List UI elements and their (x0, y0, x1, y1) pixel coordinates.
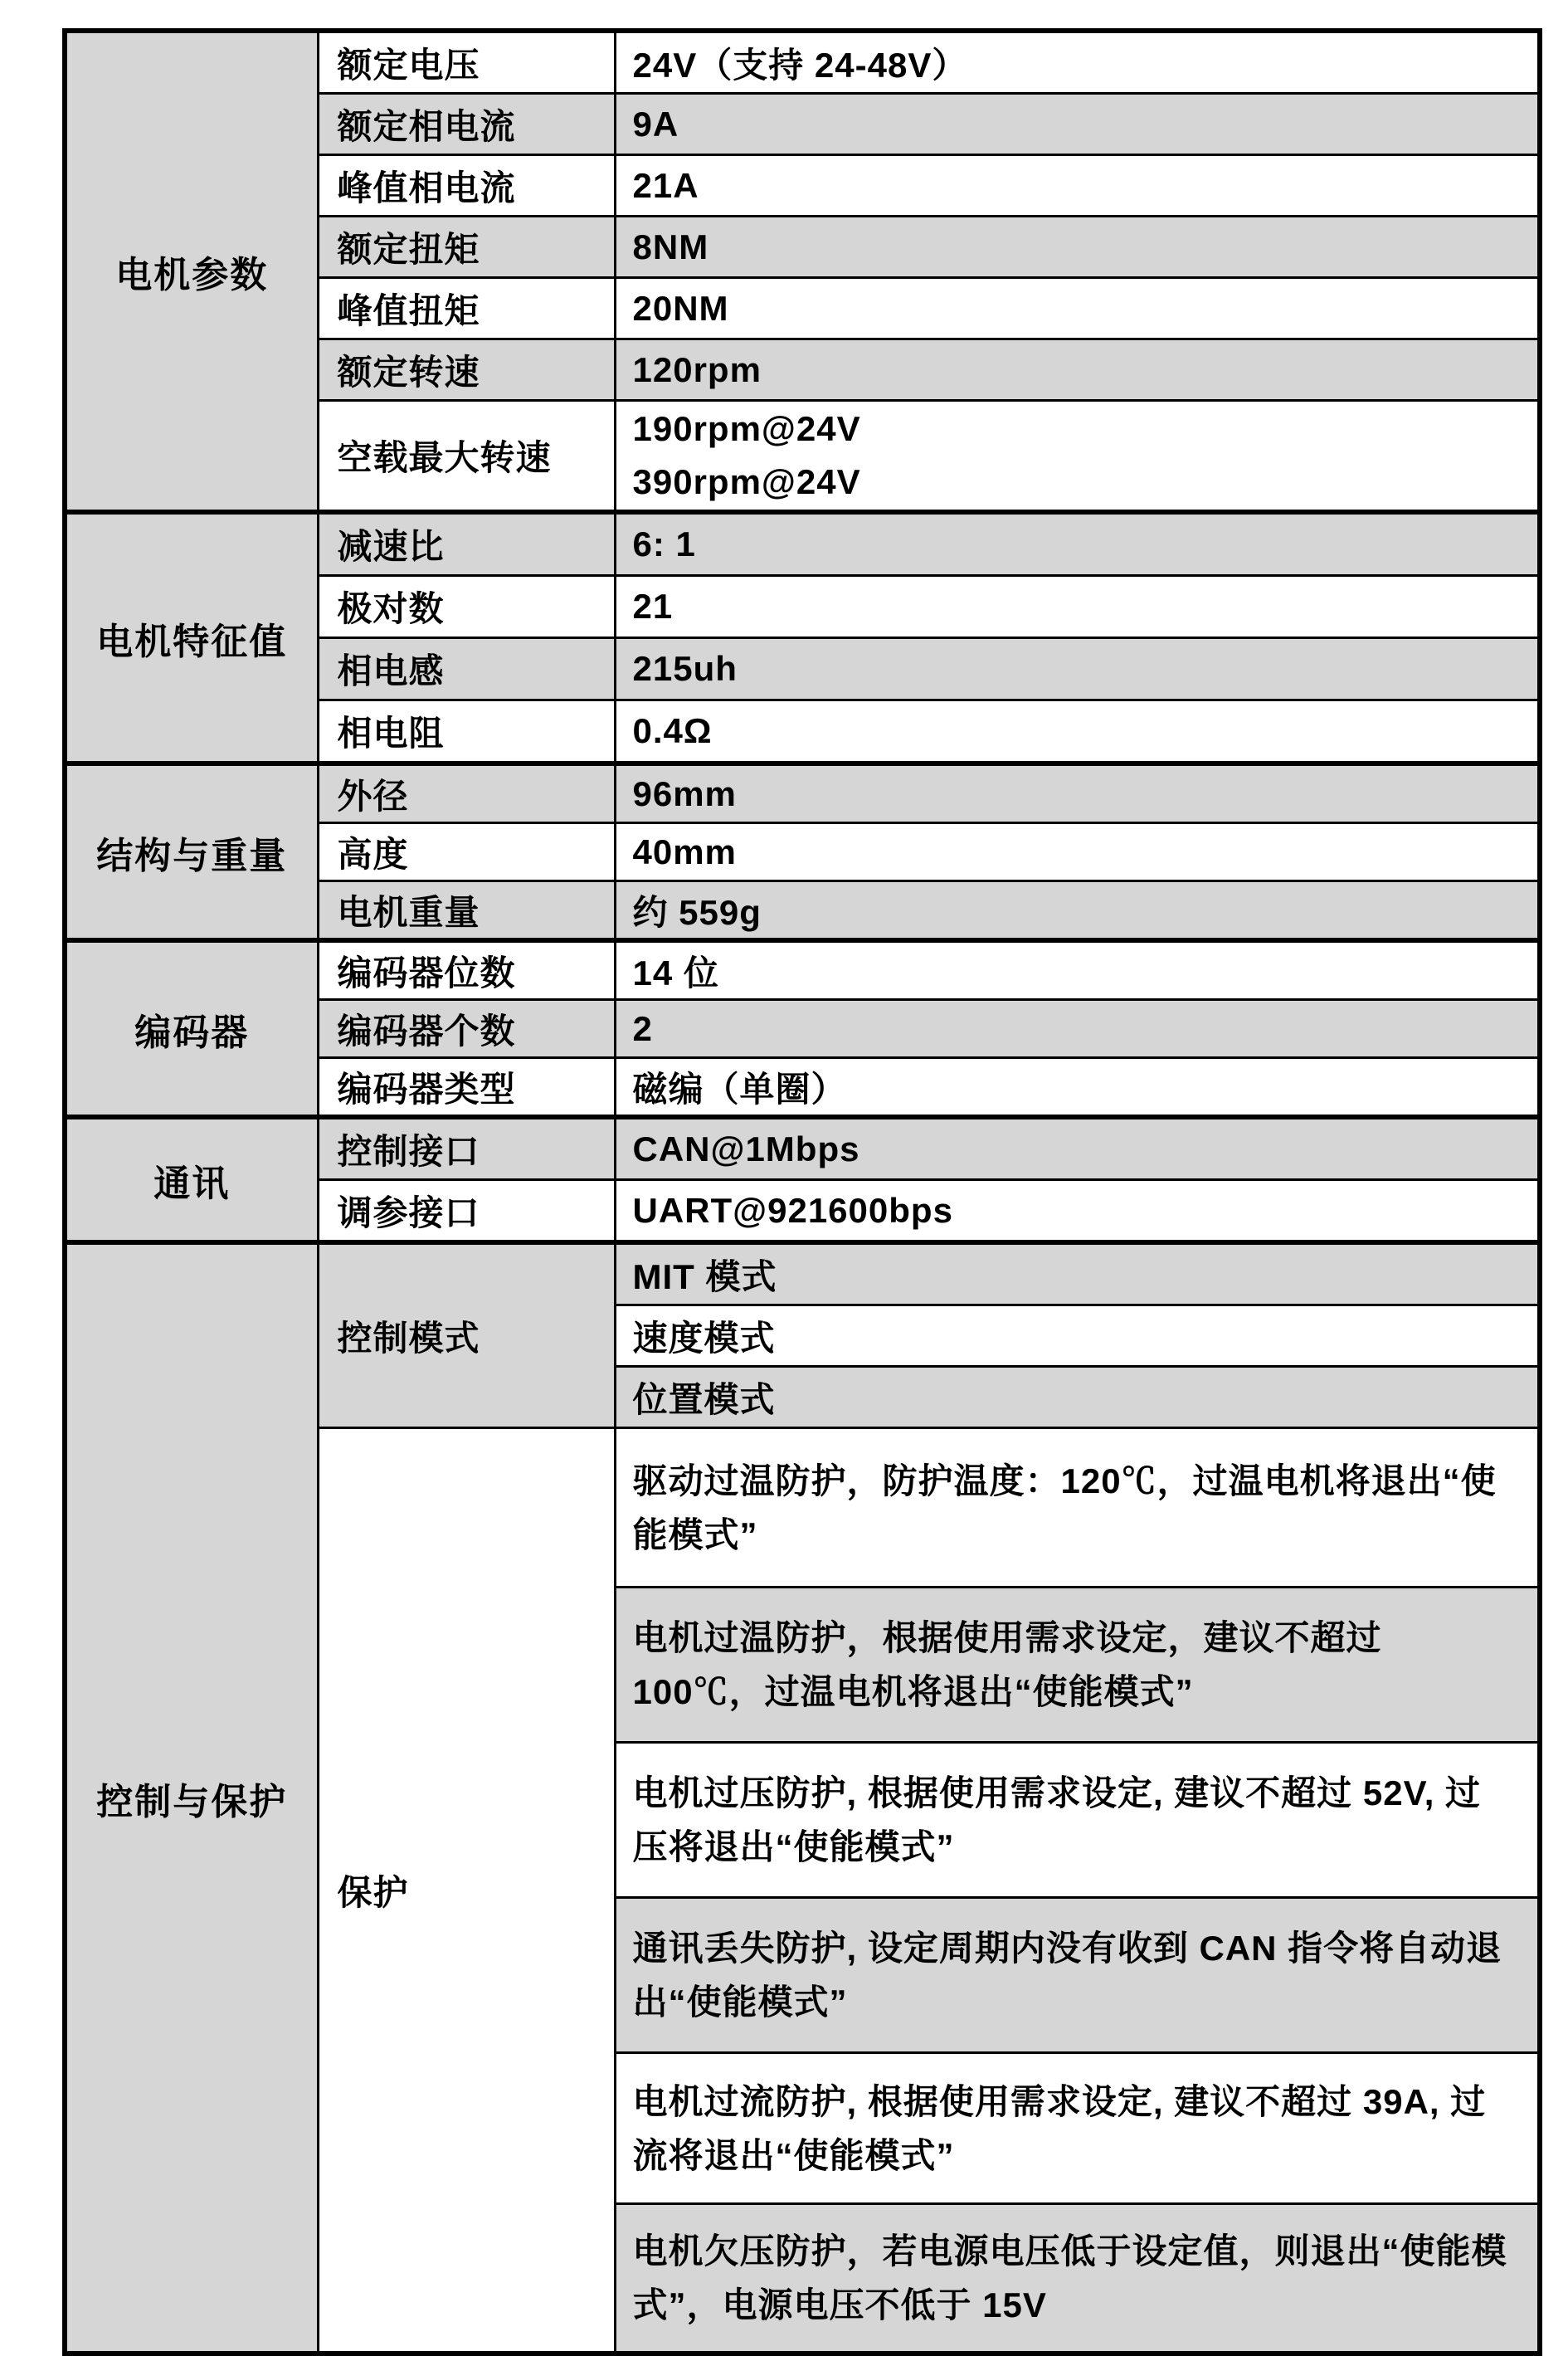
value-peak-phase-current: 21A (615, 155, 1540, 217)
param-control-interface: 控制接口 (318, 1117, 615, 1180)
param-no-load-max-speed: 空载最大转速 (318, 401, 615, 513)
value-motor-undervoltage-protection: 电机欠压防护，若电源电压低于设定值，则退出“使能模式”，电源电压不低于 15V (615, 2204, 1540, 2354)
value-mit-mode: MIT 模式 (615, 1242, 1540, 1305)
value-pole-pairs: 21 (615, 576, 1540, 638)
param-reduction-ratio: 减速比 (318, 512, 615, 576)
value-rated-speed: 120rpm (615, 339, 1540, 401)
value-motor-weight: 约 559g (615, 881, 1540, 941)
value-encoder-bits: 14 位 (615, 940, 1540, 1000)
category-motor-characteristics: 电机特征值 (65, 512, 318, 763)
param-control-mode: 控制模式 (318, 1242, 615, 1428)
motor-spec-table (62, 28, 1542, 2356)
param-phase-inductance: 相电感 (318, 638, 615, 700)
category-communication: 通讯 (65, 1117, 318, 1242)
value-tuning-interface: UART@921600bps (615, 1180, 1540, 1243)
value-encoder-type: 磁编（单圈） (615, 1058, 1540, 1118)
param-outer-diameter: 外径 (318, 763, 615, 823)
param-peak-phase-current: 峰值相电流 (318, 155, 615, 217)
param-encoder-type: 编码器类型 (318, 1058, 615, 1118)
category-motor-params: 电机参数 (65, 31, 318, 512)
value-motor-overcurrent-protection: 电机过流防护, 根据使用需求设定, 建议不超过 39A, 过流将退出“使能模式” (615, 2053, 1540, 2204)
value-motor-overtemp-protection: 电机过温防护，根据使用需求设定，建议不超过 100℃，过温电机将退出“使能模式” (615, 1588, 1540, 1743)
param-encoder-count: 编码器个数 (318, 1000, 615, 1058)
param-motor-weight: 电机重量 (318, 881, 615, 941)
category-encoder: 编码器 (65, 940, 318, 1117)
param-encoder-bits: 编码器位数 (318, 940, 615, 1000)
category-control-protection: 控制与保护 (65, 1242, 318, 2354)
param-tuning-interface: 调参接口 (318, 1180, 615, 1243)
value-no-load-max-speed (615, 401, 1540, 513)
value-rated-phase-current: 9A (615, 94, 1540, 155)
value-rated-torque: 8NM (615, 217, 1540, 278)
value-comm-loss-protection: 通讯丢失防护, 设定周期内没有收到 CAN 指令将自动退出“使能模式” (615, 1898, 1540, 2053)
value-height: 40mm (615, 823, 1540, 881)
param-rated-speed: 额定转速 (318, 339, 615, 401)
param-peak-torque: 峰值扭矩 (318, 278, 615, 339)
value-rated-voltage: 24V（支持 24-48V） (615, 31, 1540, 94)
category-structure-weight: 结构与重量 (65, 763, 318, 940)
param-rated-torque: 额定扭矩 (318, 217, 615, 278)
param-pole-pairs: 极对数 (318, 576, 615, 638)
value-speed-mode: 速度模式 (615, 1305, 1540, 1367)
param-rated-voltage: 额定电压 (318, 31, 615, 94)
value-motor-overvoltage-protection: 电机过压防护, 根据使用需求设定, 建议不超过 52V, 过压将退出“使能模式” (615, 1743, 1540, 1898)
value-outer-diameter: 96mm (615, 763, 1540, 823)
value-control-interface: CAN@1Mbps (615, 1117, 1540, 1180)
value-encoder-count: 2 (615, 1000, 1540, 1058)
value-drive-overtemp-protection: 驱动过温防护，防护温度：120℃，过温电机将退出“使能模式” (615, 1428, 1540, 1588)
value-no-load-max-speed-line1: 190rpm@24V (632, 409, 861, 448)
param-height: 高度 (318, 823, 615, 881)
value-phase-inductance: 215uh (615, 638, 1540, 700)
param-rated-phase-current: 额定相电流 (318, 94, 615, 155)
value-reduction-ratio: 6: 1 (615, 512, 1540, 576)
param-protection: 保护 (318, 1428, 615, 2354)
value-peak-torque: 20NM (615, 278, 1540, 339)
value-position-mode: 位置模式 (615, 1367, 1540, 1428)
value-no-load-max-speed-line2: 390rpm@24V (632, 462, 861, 501)
param-phase-resistance: 相电阻 (318, 700, 615, 764)
value-phase-resistance: 0.4Ω (615, 700, 1540, 764)
